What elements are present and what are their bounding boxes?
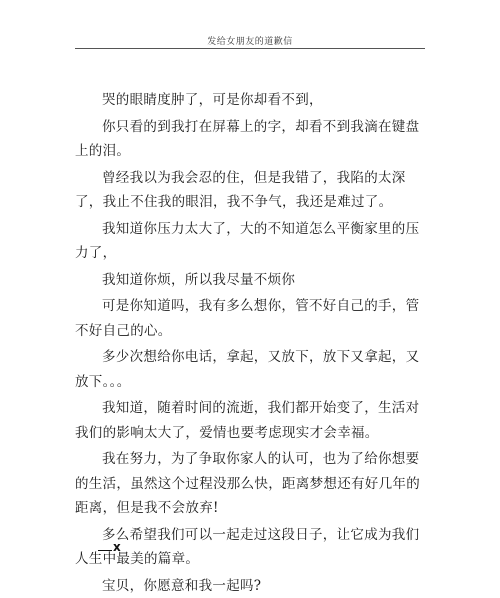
signoff-blank-line [98,550,112,551]
paragraph-10: 多么希望我们可以一起走过这段日子，让它成为我们人生中最美的篇章。 [75,523,430,572]
paragraph-5: 我知道你烦，所以我尽量不烦你 [75,268,430,293]
paragraph-3: 曾经我以为我会忍的住，但是我错了，我陷的太深了，我止不住我的眼泪，我不争气，我还是难过了。 [75,166,430,215]
paragraph-2: 你只看的到我打在屏幕上的字，却看不到我滴在键盘上的泪。 [75,115,430,164]
paragraph-8: 我知道，随着时间的流逝，我们都开始变了，生活对我们的影响太大了，爱情也要考虑现实才会幸福。 [75,396,430,445]
paragraph-11: 宝贝，你愿意和我一起吗? [75,574,430,598]
header-divider [75,48,425,49]
page-header-title: 发给女朋友的道歉信 [75,34,425,47]
paragraph-4: 我知道你压力太大了，大的不知道怎么平衡家里的压力了， [75,217,430,266]
paragraph-9: 我在努力，为了争取你家人的认可，也为了给你想要的生活，虽然这个过程没那么快，距离梦想还有好几年的距离，但是我不会放弃! [75,447,430,521]
signoff-mark: x [113,540,121,554]
paragraph-1: 哭的眼睛度肿了，可是你却看不到， [75,88,430,113]
paragraph-7: 多少次想给你电话，拿起，又放下，放下又拿起，又放下。。。 [75,345,430,394]
letter-body [75,88,430,598]
paragraph-6: 可是你知道吗，我有多么想你，管不好自己的手，管不好自己的心。 [75,294,430,343]
signoff [98,540,121,554]
